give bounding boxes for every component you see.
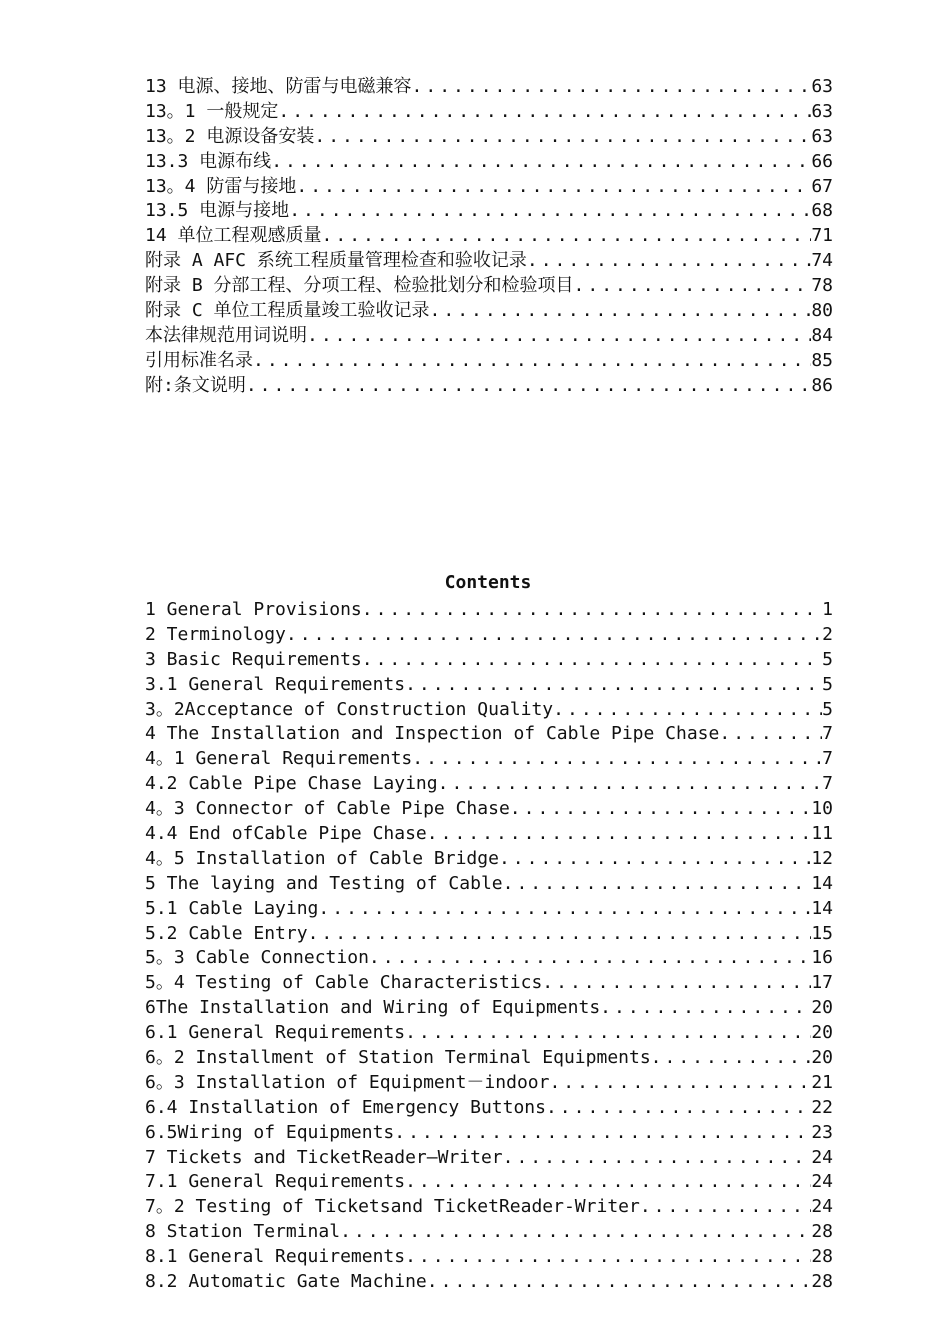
dot-leader — [271, 150, 811, 175]
toc-entry-title: 本法律规范用词说明 — [145, 324, 307, 346]
toc-entry — [145, 175, 833, 200]
toc-entry-page: 74 — [811, 250, 833, 272]
dot-leader — [427, 822, 812, 847]
toc-entry-title: 4.2 Cable Pipe Chase Laying — [145, 773, 438, 795]
toc-entry-title: 引用标准名录 — [145, 349, 253, 371]
toc-entry — [145, 822, 833, 847]
toc-entry-title: 3 Basic Requirements — [145, 648, 362, 670]
toc-entry-title: 3。2Acceptance of Construction Quality — [145, 698, 554, 720]
toc-entry-title: 13.3 电源布线 — [145, 150, 272, 172]
dot-leader — [412, 75, 812, 100]
toc-entry-title: 6。2 Installment of Station Terminal Equipments — [145, 1047, 651, 1069]
toc-entry — [145, 1021, 833, 1046]
dot-leader — [546, 1096, 811, 1121]
toc-entry-page: 10 — [811, 798, 833, 820]
toc-entry-title: 5.1 Cable Laying — [145, 897, 319, 919]
dot-leader — [405, 1170, 811, 1195]
dot-leader — [289, 199, 811, 224]
toc-entry-page: 78 — [811, 275, 833, 297]
toc-entry — [145, 249, 833, 274]
dot-leader — [600, 996, 811, 1021]
toc-entry-title: 4 The Installation and Inspection of Cable Pipe Chase — [145, 723, 720, 745]
dot-leader — [499, 847, 811, 872]
toc-entry-page: 20 — [811, 1022, 833, 1044]
dot-leader — [427, 1270, 812, 1295]
toc-entry-page: 7 — [822, 748, 833, 770]
toc-entry-title: 5。3 Cable Connection — [145, 947, 369, 969]
dot-leader — [405, 1021, 811, 1046]
dot-leader — [314, 125, 811, 150]
toc-entry-page: 24 — [811, 1196, 833, 1218]
dot-leader — [308, 922, 812, 947]
toc-entry-page: 63 — [811, 100, 833, 122]
toc-entry-title: 附录 B 分部工程、分项工程、检验批划分和检验项目 — [145, 275, 574, 297]
dot-leader — [318, 897, 811, 922]
dot-leader — [307, 324, 811, 349]
dot-leader — [369, 946, 811, 971]
contents-heading: Contents — [444, 572, 532, 593]
toc-entry — [145, 847, 833, 872]
toc-entry — [145, 100, 833, 125]
toc-entry-page: 63 — [811, 125, 833, 147]
toc-entry-title: 5。4 Testing of Cable Characteristics — [145, 972, 543, 994]
toc-entry-page: 1 — [822, 599, 833, 620]
toc-entry-title: 13。4 防雷与接地 — [145, 175, 297, 197]
toc-entry — [145, 75, 833, 100]
dot-leader — [286, 623, 822, 648]
dot-leader — [246, 374, 811, 399]
toc-entry — [145, 224, 833, 249]
toc-entry — [145, 1270, 833, 1295]
toc-entry-page: 2 — [822, 623, 833, 645]
toc-entry-title: 7 Tickets and TicketReader—Writer — [145, 1146, 503, 1168]
toc-entry — [145, 623, 833, 648]
toc-entry — [145, 872, 833, 897]
toc-entry-title: 6.4 Installation of Emergency Buttons — [145, 1096, 546, 1118]
toc-entry-page: 17 — [811, 972, 833, 994]
dot-leader — [405, 1245, 811, 1270]
toc-entry — [145, 598, 833, 623]
toc-entry — [145, 125, 833, 150]
toc-entry-page: 5 — [822, 698, 833, 720]
toc-entry-page: 7 — [822, 723, 833, 745]
toc-entry-page: 14 — [811, 897, 833, 919]
toc-entry — [145, 1245, 833, 1270]
toc-entry-title: 4。5 Installation of Cable Bridge — [145, 847, 499, 869]
toc-entry — [145, 1195, 833, 1220]
toc-entry-page: 7 — [822, 773, 833, 795]
toc-entry-title: 5.2 Cable Entry — [145, 922, 308, 944]
toc-entry — [145, 199, 833, 224]
dot-leader — [503, 872, 812, 897]
toc-entry-page: 5 — [822, 648, 833, 670]
toc-entry — [145, 722, 833, 747]
toc-entry — [145, 747, 833, 772]
dot-leader — [394, 1121, 811, 1146]
toc-entry — [145, 648, 833, 673]
toc-entry — [145, 772, 833, 797]
toc-entry — [145, 374, 833, 399]
english-toc — [145, 598, 833, 1295]
dot-leader — [438, 772, 823, 797]
toc-entry — [145, 922, 833, 947]
dot-leader — [574, 274, 812, 299]
dot-leader — [278, 100, 811, 125]
dot-leader — [542, 971, 811, 996]
toc-entry-page: 16 — [811, 947, 833, 969]
toc-entry — [145, 299, 833, 324]
chinese-toc — [145, 75, 833, 399]
toc-entry — [145, 324, 833, 349]
toc-entry-page: 84 — [811, 324, 833, 346]
toc-entry-title: 7.1 General Requirements — [145, 1171, 406, 1193]
toc-entry — [145, 698, 833, 723]
toc-entry — [145, 996, 833, 1021]
toc-entry-page: 14 — [811, 872, 833, 894]
toc-entry-title: 8 Station Terminal — [145, 1221, 341, 1243]
toc-entry — [145, 1121, 833, 1146]
toc-entry-page: 85 — [811, 349, 833, 371]
toc-entry-title: 4.4 End ofCable Pipe Chase — [145, 823, 427, 845]
toc-entry — [145, 274, 833, 299]
dot-leader — [719, 722, 822, 747]
dot-leader — [405, 673, 822, 698]
toc-entry-title: 4。1 General Requirements — [145, 748, 413, 770]
toc-entry — [145, 1170, 833, 1195]
toc-entry-title: 14 单位工程观感质量 — [145, 225, 322, 247]
toc-entry — [145, 797, 833, 822]
dot-leader — [340, 1220, 811, 1245]
toc-entry-page: 21 — [811, 1071, 833, 1093]
toc-entry-title: 6.1 General Requirements — [145, 1022, 406, 1044]
dot-leader — [549, 1071, 811, 1096]
toc-entry-page: 86 — [811, 374, 833, 396]
dot-leader — [253, 349, 811, 374]
toc-entry-title: 6.5Wiring of Equipments — [145, 1121, 395, 1143]
toc-entry-title: 4。3 Connector of Cable Pipe Chase — [145, 798, 510, 820]
toc-entry — [145, 1146, 833, 1171]
toc-entry — [145, 349, 833, 374]
toc-entry-page: 22 — [811, 1096, 833, 1118]
toc-entry-page: 11 — [811, 823, 833, 845]
toc-entry-page: 20 — [811, 1047, 833, 1069]
dot-leader — [362, 648, 822, 673]
toc-entry — [145, 897, 833, 922]
toc-entry-title: 附:条文说明 — [145, 374, 246, 396]
toc-entry-title: 13。2 电源设备安装 — [145, 125, 315, 147]
toc-entry-page: 12 — [811, 847, 833, 869]
toc-entry-page: 28 — [811, 1271, 833, 1293]
toc-entry-title: 3.1 General Requirements — [145, 673, 406, 695]
toc-entry-page: 20 — [811, 997, 833, 1019]
dot-leader — [651, 1046, 812, 1071]
toc-entry-title: 5 The laying and Testing of Cable — [145, 872, 503, 894]
toc-entry-title: 6The Installation and Wiring of Equipments — [145, 997, 601, 1019]
dot-leader — [322, 224, 812, 249]
dot-leader — [296, 175, 811, 200]
toc-entry-title: 8.1 General Requirements — [145, 1246, 406, 1268]
toc-entry-title: 1 General Provisions — [145, 599, 362, 620]
toc-entry-title: 2 Terminology — [145, 623, 286, 645]
dot-leader — [527, 249, 811, 274]
toc-entry — [145, 1220, 833, 1245]
toc-entry-title: 8.2 Automatic Gate Machine — [145, 1271, 427, 1293]
toc-entry — [145, 1096, 833, 1121]
toc-entry — [145, 971, 833, 996]
toc-entry-title: 6。3 Installation of Equipment－indoor — [145, 1071, 550, 1093]
toc-entry — [145, 946, 833, 971]
toc-entry-page: 68 — [811, 200, 833, 222]
toc-entry-page: 67 — [811, 175, 833, 197]
toc-entry-title: 附录 A AFC 系统工程质量管理检查和验收记录 — [145, 250, 527, 272]
toc-entry-page: 28 — [811, 1221, 833, 1243]
dot-leader — [510, 797, 812, 822]
toc-entry — [145, 1046, 833, 1071]
dot-leader — [640, 1195, 811, 1220]
toc-entry-page: 24 — [811, 1146, 833, 1168]
toc-entry — [145, 150, 833, 175]
toc-entry-page: 28 — [811, 1246, 833, 1268]
toc-entry-title: 13。1 一般规定 — [145, 100, 279, 122]
dot-leader — [362, 598, 822, 623]
toc-entry-page: 5 — [822, 673, 833, 695]
toc-entry-page: 66 — [811, 150, 833, 172]
toc-entry-title: 13.5 电源与接地 — [145, 200, 290, 222]
toc-entry-page: 63 — [811, 76, 833, 97]
toc-entry-page: 15 — [811, 922, 833, 944]
toc-entry-title: 附录 C 单位工程质量竣工验收记录 — [145, 300, 430, 322]
toc-entry-page: 80 — [811, 300, 833, 322]
toc-entry — [145, 673, 833, 698]
toc-entry-page: 71 — [811, 225, 833, 247]
toc-entry-title: 7。2 Testing of Ticketsand TicketReader-Writer — [145, 1196, 640, 1218]
dot-leader — [412, 747, 822, 772]
dot-leader — [553, 698, 822, 723]
toc-entry-page: 23 — [811, 1121, 833, 1143]
toc-entry — [145, 1071, 833, 1096]
dot-leader — [503, 1146, 812, 1171]
toc-entry-page: 24 — [811, 1171, 833, 1193]
dot-leader — [430, 299, 812, 324]
toc-entry-title: 13 电源、接地、防雷与电磁兼容 — [145, 76, 412, 97]
